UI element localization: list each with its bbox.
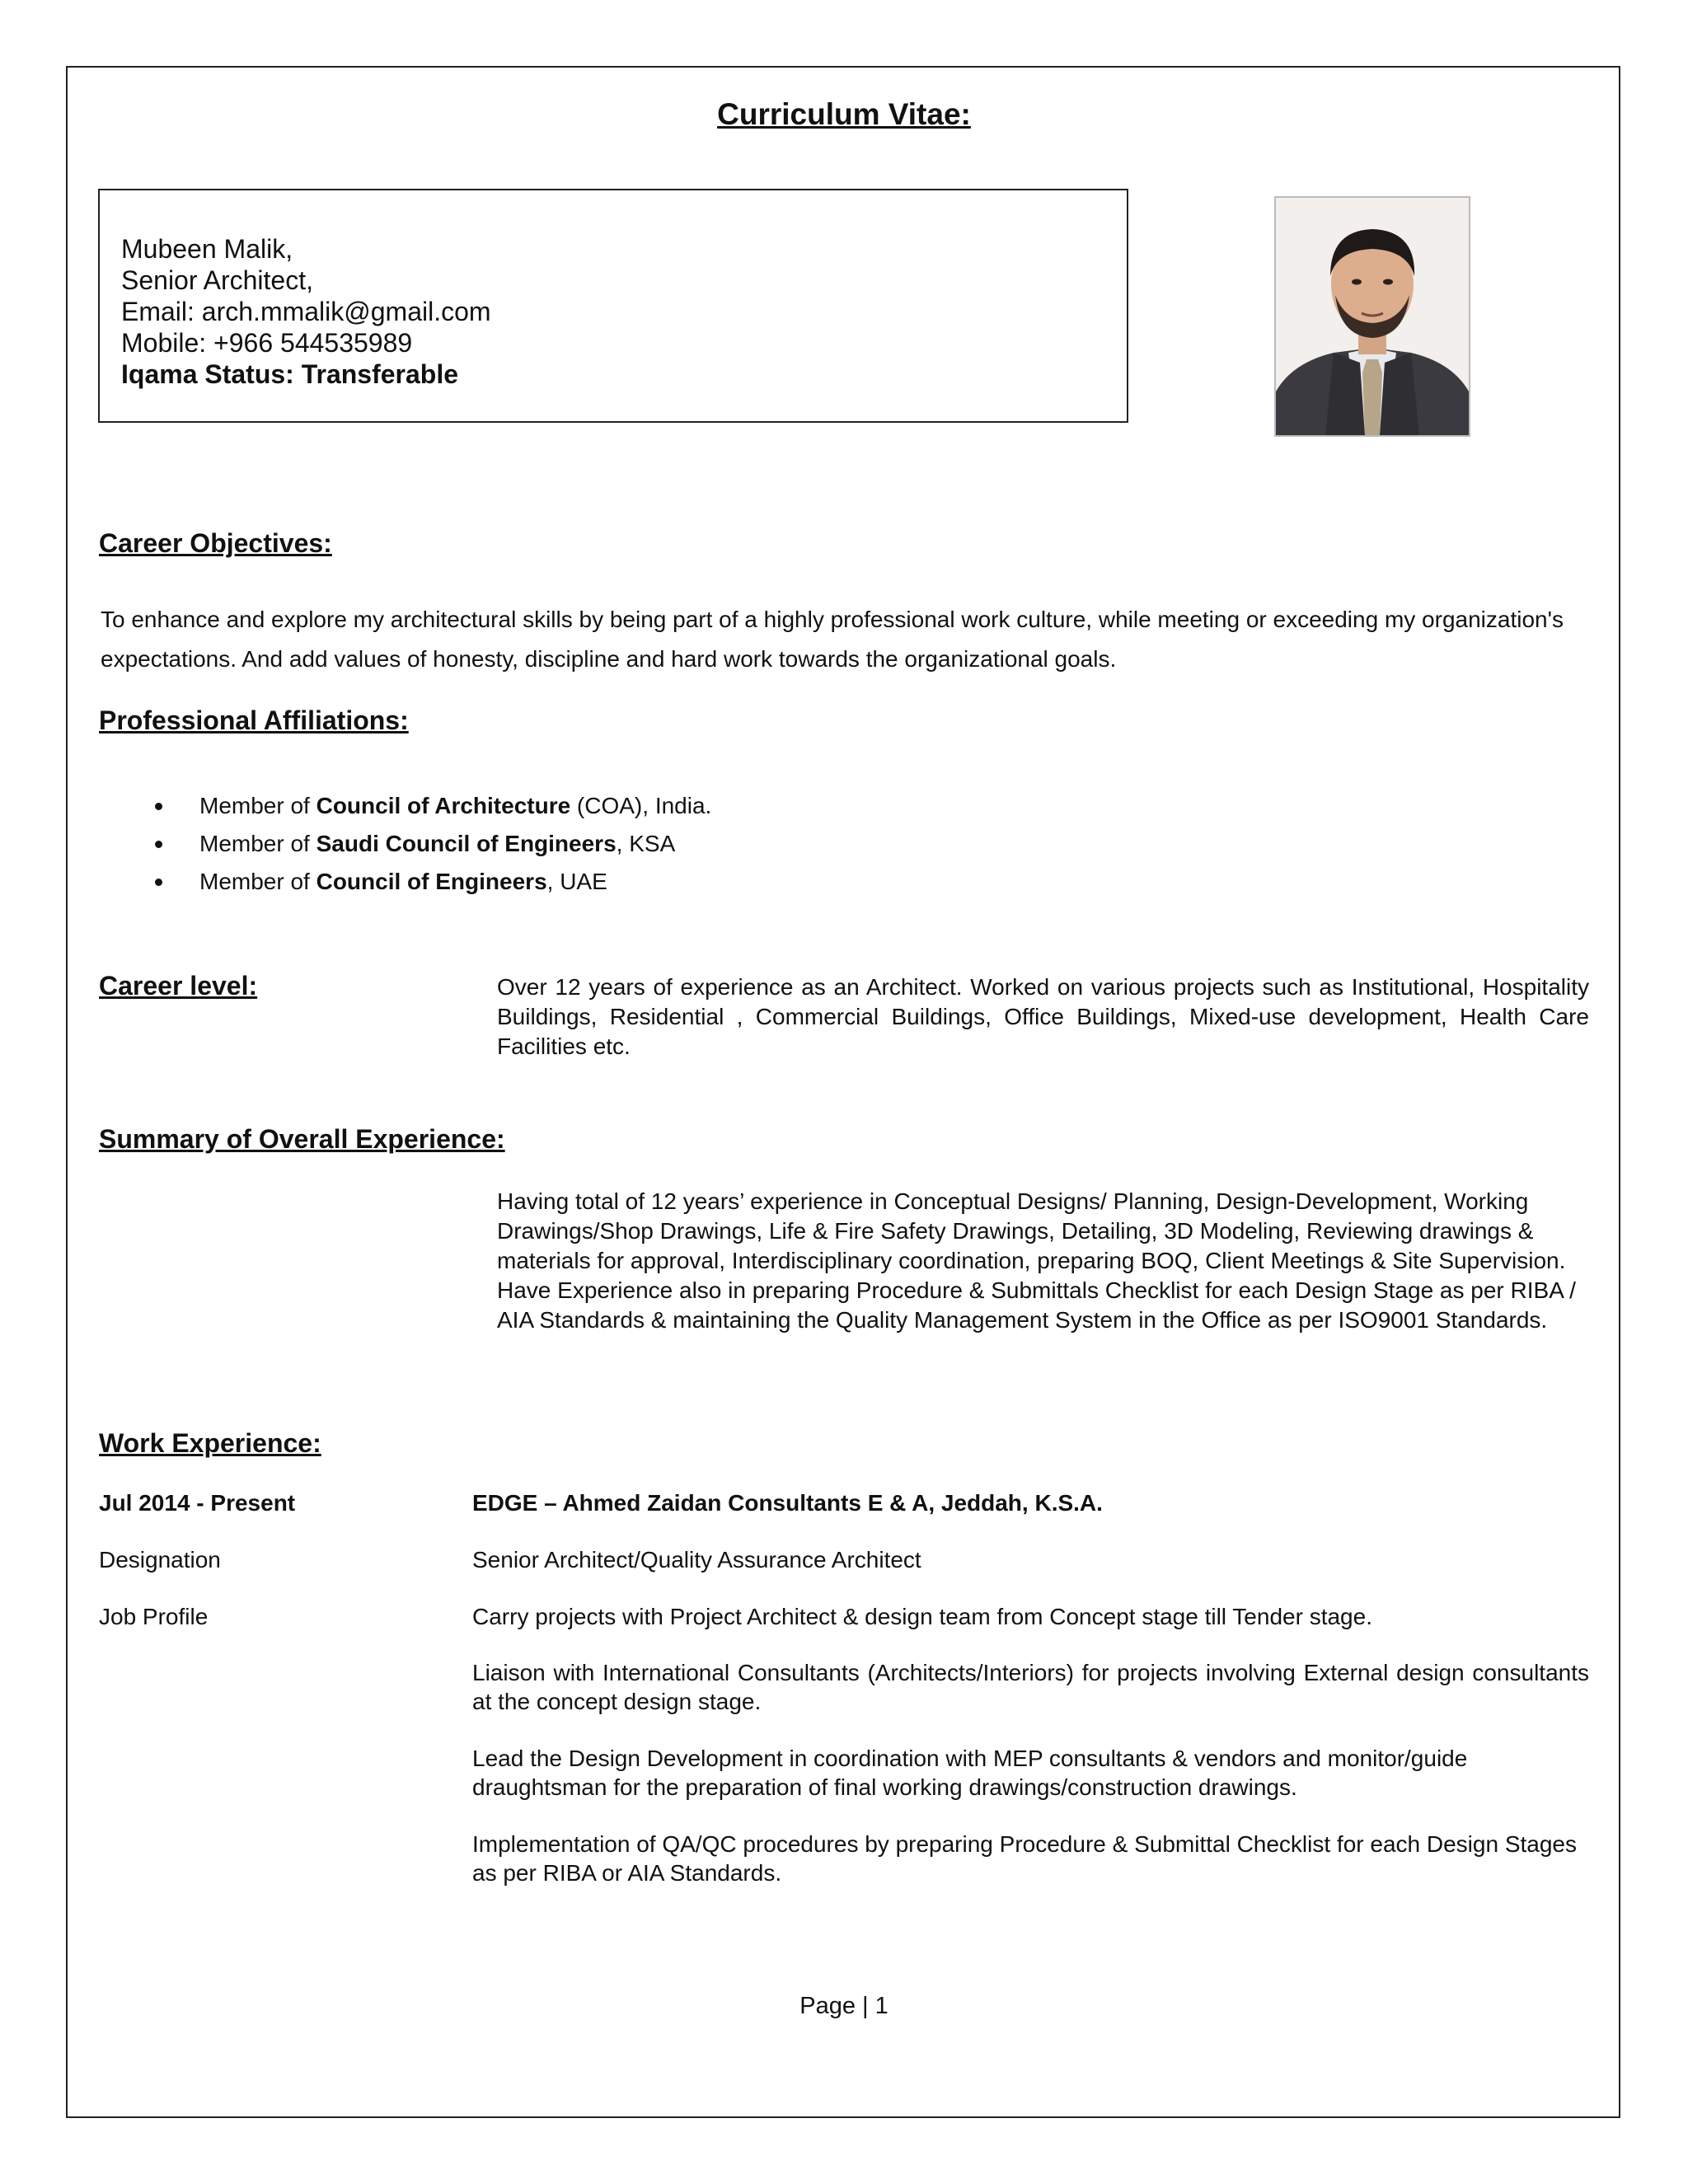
list-item: [99, 825, 711, 863]
job-profile-label: Job Profile: [99, 1604, 209, 1629]
work-company: EDGE – Ahmed Zaidan Consultants E & A, Jeddah, K.S.A.: [472, 1490, 1103, 1516]
profile-photo-illustration: [1276, 198, 1469, 435]
contact-name: Mubeen Malik,: [121, 234, 293, 264]
contact-role: Senior Architect,: [121, 265, 313, 295]
summary-paragraph-1: Having total of 12 years’ experience in Conceptual Designs/ Planning, Design-Development, Working Drawings/Shop Drawings, Life & Fire Safety Drawings, Detailing, 3D Modeling, Reviewing drawings & materials for approval, Interdisciplinary coordination, preparing BOQ, Client Meetings & Site Supervision.: [497, 1188, 1566, 1273]
affiliation-organization: Council of Engineers: [316, 869, 547, 894]
affiliation-organization: Saudi Council of Engineers: [316, 831, 617, 856]
work-period: Jul 2014 - Present: [99, 1490, 296, 1516]
designation-value: Senior Architect/Quality Assurance Architect: [472, 1547, 921, 1572]
work-experience-heading: Work Experience:: [99, 1428, 321, 1458]
page-number: Page | 1: [799, 1993, 889, 2019]
career-objectives-heading: Career Objectives:: [99, 528, 332, 558]
summary-heading: Summary of Overall Experience:: [99, 1124, 505, 1154]
job-profile-item: Lead the Design Development in coordination with MEP consultants & vendors and monitor/guide draughtsman for the preparation of final working drawings/construction drawings.: [472, 1746, 1468, 1800]
job-profile-item: Carry projects with Project Architect & design team from Concept stage till Tender stage.: [472, 1604, 1372, 1629]
summary-text: [497, 1187, 1589, 1335]
affiliation-suffix: (COA), India.: [570, 793, 712, 818]
designation-label: Designation: [99, 1547, 221, 1572]
list-item: [99, 863, 711, 901]
job-profile-item: Liaison with International Consultants (Architects/Interiors) for projects involving External design consultants at the concept design stage.: [472, 1660, 1589, 1714]
affiliation-suffix: , KSA: [616, 831, 676, 856]
job-profile-item: Implementation of QA/QC procedures by preparing Procedure & Submittal Checklist for each Design Stages as per RIBA or AIA Standards.: [472, 1831, 1577, 1886]
contact-mobile: Mobile: +966 544535989: [121, 328, 413, 358]
career-level-text: Over 12 years of experience as an Architect. Worked on various projects such as Institutional, Hospitality Buildings, Residential , Commercial Buildings, Office Buildings, Mixed-use development, Health Care Facilities etc.: [497, 974, 1589, 1059]
affiliation-prefix: Member of: [199, 831, 316, 856]
list-item: [99, 787, 711, 825]
affiliation-prefix: Member of: [199, 793, 316, 818]
contact-email: Email: arch.mmalik@gmail.com: [121, 297, 491, 326]
affiliation-suffix: , UAE: [546, 869, 607, 894]
career-level-heading: Career level:: [99, 971, 258, 1001]
affiliations-list: [99, 787, 711, 901]
document-title: Curriculum Vitae:: [717, 97, 971, 131]
career-objectives-text: To enhance and explore my architectural skills by being part of a highly professional work culture, while meeting or exceeding my organization's expectations. And add values of honesty, discipline and hard work towards the organizational goals.: [101, 607, 1564, 672]
affiliation-prefix: Member of: [199, 869, 316, 894]
contact-iqama-status: Iqama Status: Transferable: [121, 359, 459, 389]
contact-box: [98, 189, 1128, 423]
professional-affiliations-heading: Professional Affiliations:: [99, 705, 409, 735]
affiliation-organization: Council of Architecture: [316, 793, 571, 818]
profile-photo: [1274, 196, 1470, 437]
summary-paragraph-2: Have Experience also in preparing Procedure & Submittals Checklist for each Design Stage as per RIBA / AIA Standards & maintaining the Quality Management System in the Office as per ISO9001 Standards.: [497, 1277, 1576, 1333]
